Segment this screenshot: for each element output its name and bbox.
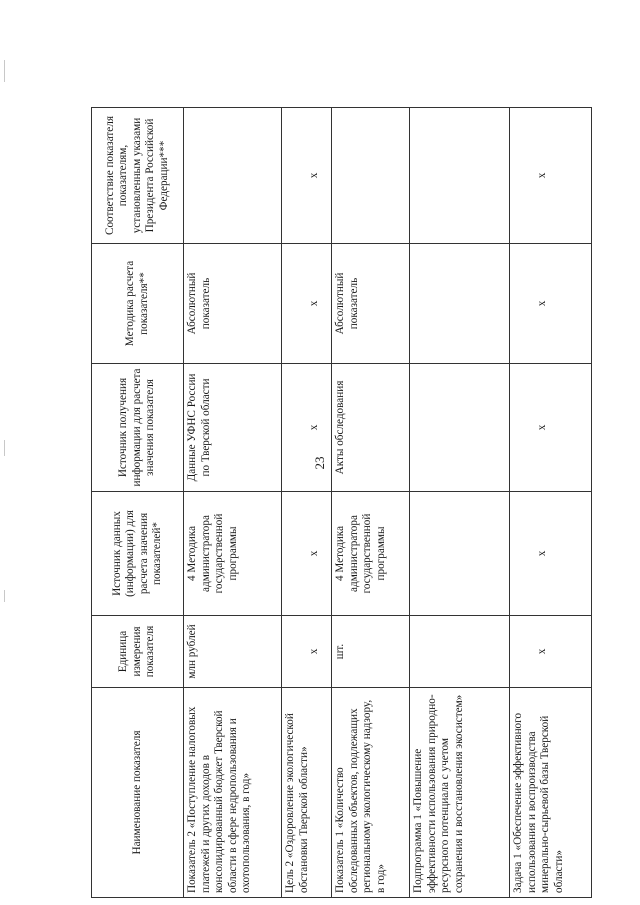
header-info-source: Источник получения информации для расчета значения показателя bbox=[92, 364, 184, 492]
method-cell: х bbox=[510, 244, 592, 364]
unit-cell: шт. bbox=[332, 616, 410, 688]
data-source-cell bbox=[410, 492, 510, 616]
indicator-name-cell: Цель 2 «Оздоровление экологической обстановки Тверской области» bbox=[282, 688, 332, 898]
data-source-cell: 4 Методика администратора государственной программы bbox=[332, 492, 410, 616]
table-row bbox=[510, 108, 592, 898]
method-cell: Абсолютный показатель bbox=[332, 244, 410, 364]
decree-cell bbox=[410, 108, 510, 244]
header-decree-compliance: Соответствие показателя показателям, установленным указами Президента Российской Федерации*** bbox=[92, 108, 184, 244]
info-source-cell: х bbox=[510, 364, 592, 492]
unit-cell bbox=[410, 616, 510, 688]
unit-cell: х bbox=[282, 616, 332, 688]
header-calculation-method: Методика расчета показателя** bbox=[92, 244, 184, 364]
decree-cell: х bbox=[282, 108, 332, 244]
table-row bbox=[410, 108, 510, 898]
method-cell bbox=[410, 244, 510, 364]
header-unit: Единица измерения показателя bbox=[92, 616, 184, 688]
method-cell: Абсолютный показатель bbox=[184, 244, 282, 364]
indicator-name-cell: Подпрограмма 1 «Повышение эффективности использования природно-ресурсного потенциала с учетом сохранения и восстановления экосистем» bbox=[410, 688, 510, 898]
info-source-cell: Акты обследования bbox=[332, 364, 410, 492]
decree-cell bbox=[184, 108, 282, 244]
table-row bbox=[184, 108, 282, 898]
unit-cell: х bbox=[510, 616, 592, 688]
indicator-name-cell: Задача 1 «Обеспечение эффективного использования и воспроизводства минерально-сырьевой базы Тверской области» bbox=[510, 688, 592, 898]
table-row bbox=[332, 108, 410, 898]
info-source-cell: х bbox=[282, 364, 332, 492]
decree-cell: х bbox=[510, 108, 592, 244]
info-source-cell bbox=[410, 364, 510, 492]
indicator-table-container bbox=[91, 108, 591, 898]
header-indicator-name: Наименование показателя bbox=[92, 688, 184, 898]
info-source-cell: Данные УФНС России по Тверской области bbox=[184, 364, 282, 492]
page-number: 23 bbox=[312, 456, 327, 470]
scan-mark bbox=[4, 590, 5, 602]
indicator-table bbox=[91, 107, 592, 898]
header-data-source: Источник данных (информации) для расчета значения показателей* bbox=[92, 492, 184, 616]
table-header-row bbox=[92, 108, 184, 898]
unit-cell: млн рублей bbox=[184, 616, 282, 688]
indicator-name-cell: Показатель 2 «Поступление налоговых платежей и других доходов в консолидированный бюджет Тверской области в сфере недропользования и охотопользования, в год» bbox=[184, 688, 282, 898]
data-source-cell: х bbox=[510, 492, 592, 616]
scan-mark bbox=[4, 440, 5, 456]
data-source-cell: х bbox=[282, 492, 332, 616]
indicator-name-cell: Показатель 1 «Количество обследованных объектов, подлежащих региональному экологическому надзору, в год» bbox=[332, 688, 410, 898]
table-row bbox=[282, 108, 332, 898]
method-cell: х bbox=[282, 244, 332, 364]
decree-cell bbox=[332, 108, 410, 244]
data-source-cell: 4 Методика администратора государственной программы bbox=[184, 492, 282, 616]
scan-mark bbox=[4, 60, 5, 82]
